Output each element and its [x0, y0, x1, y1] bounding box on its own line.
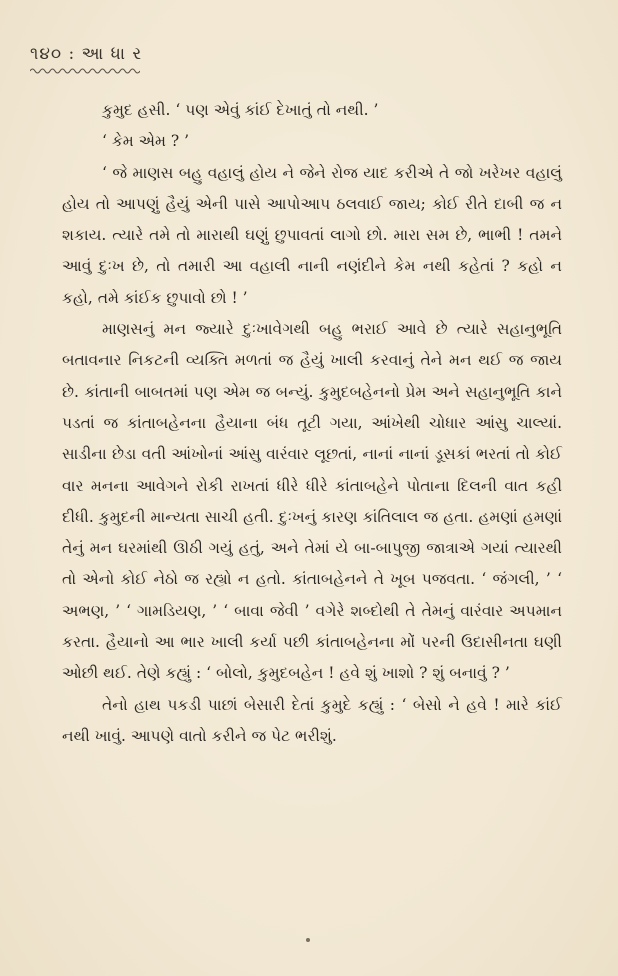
running-header: ૧૪૦ : આ ધા ર — [30, 44, 143, 64]
paragraph-2: ‘ કેમ એમ ? ’ — [102, 132, 190, 151]
paragraph-3: ‘ જે માણસ બહુ વહાલું હોય ને જેને રોજ યાદ કરીએ તે જો ખરેખર વહાલું હોય તો આપણું હૈયું એની પાસે આપોઆપ ઠલવાઈ જાય; કોઈ રીતે દાબી જ ન શકાય. ત્યારે તમે તો મારાથી ઘણું છુપાવતાં લાગો છો. મારા સમ છે, ભાભી ! તમને આવું દુઃખ છે, તો તમારી આ વહાલી નાની નણંદીને કેમ નથી કહેતાં ? કહો ન કહો, તમે કાંઈક છુપાવો છો ! ’ — [62, 163, 562, 307]
paragraph-5: તેનો હાથ પકડી પાછાં બેસારી દેતાં કુમુદે કહ્યું : ‘ બેસો ને હવે ! મારે કાંઈ નથી ખાવું. આપણે વાતો કરીને જ પેટ ભરીશું. — [62, 695, 562, 745]
paragraph-1: કુમુદ હસી. ‘ પણ એવું કાંઈ દેખાતું તો નથી. ’ — [102, 101, 379, 119]
page-dot-mark — [306, 938, 310, 942]
paragraph-4: માણસનું મન જ્યારે દુઃખાવેગથી બહુ ભરાઈ આવે છે ત્યારે સહાનુભૂતિ બતાવનાર નિકટની વ્યક્તિ મળતાં જ હૈયું ખાલી કરવાનું તેને મન થઈ જ જાય છે. કાંતાની બાબતમાં પણ એમ જ બન્યું. કુમુદબહેનનો પ્રેમ અને સહાનુભૂતિ કાને પડતાં જ કાંતાબહેનના હૈયાના બંધ તૂટી ગયા, આંખેથી ચોધાર આંસુ ચાલ્યાં. સાડીના છેડા વતી આંખોનાં આંસુ વારંવાર લૂછતાં, નાનાં નાનાં ડૂસકાં ભરતાં તો કોઈ વાર મનના આવેગને રોકી રાખતાં ધીરે ધીરે કાંતાબહેને પોતાના દિલની વાત કહી દીધી. કુમુદની માન્યતા સાચી હતી. દુઃખનું કારણ કાંતિલાલ જ હતા. હમણાં હમણાં તેનું મન ઘરમાંથી ઊઠી ગયું હતું, અને તેમાં યે બા-બાપુજી જાત્રાએ ગયાં ત્યારથી તો એનો કોઈ નેઠો જ રહ્યો ન હતો. કાંતાબહેનને તે ખૂબ પજવતા. ‘ જંગલી, ’ ‘ અભણ, ’ ‘ ગામડિયણ, ’ ‘ બાવા જેવી ’ વગેરે શબ્દોથી તે તેમનું વારંવાર અપમાન કરતા. હૈયાનો આ ભાર ખાલી કર્યા પછી કાંતાબહેનના મોં પરની ઉદાસીનતા ઘણી ઓછી થઈ. તેણે કહ્યું : ‘ બોલો, કુમુદબહેન ! હવે શું ખાશો ? શું બનાવું ? ’ — [62, 320, 562, 683]
body-text — [62, 95, 562, 752]
header-wavy-rule — [30, 66, 140, 76]
